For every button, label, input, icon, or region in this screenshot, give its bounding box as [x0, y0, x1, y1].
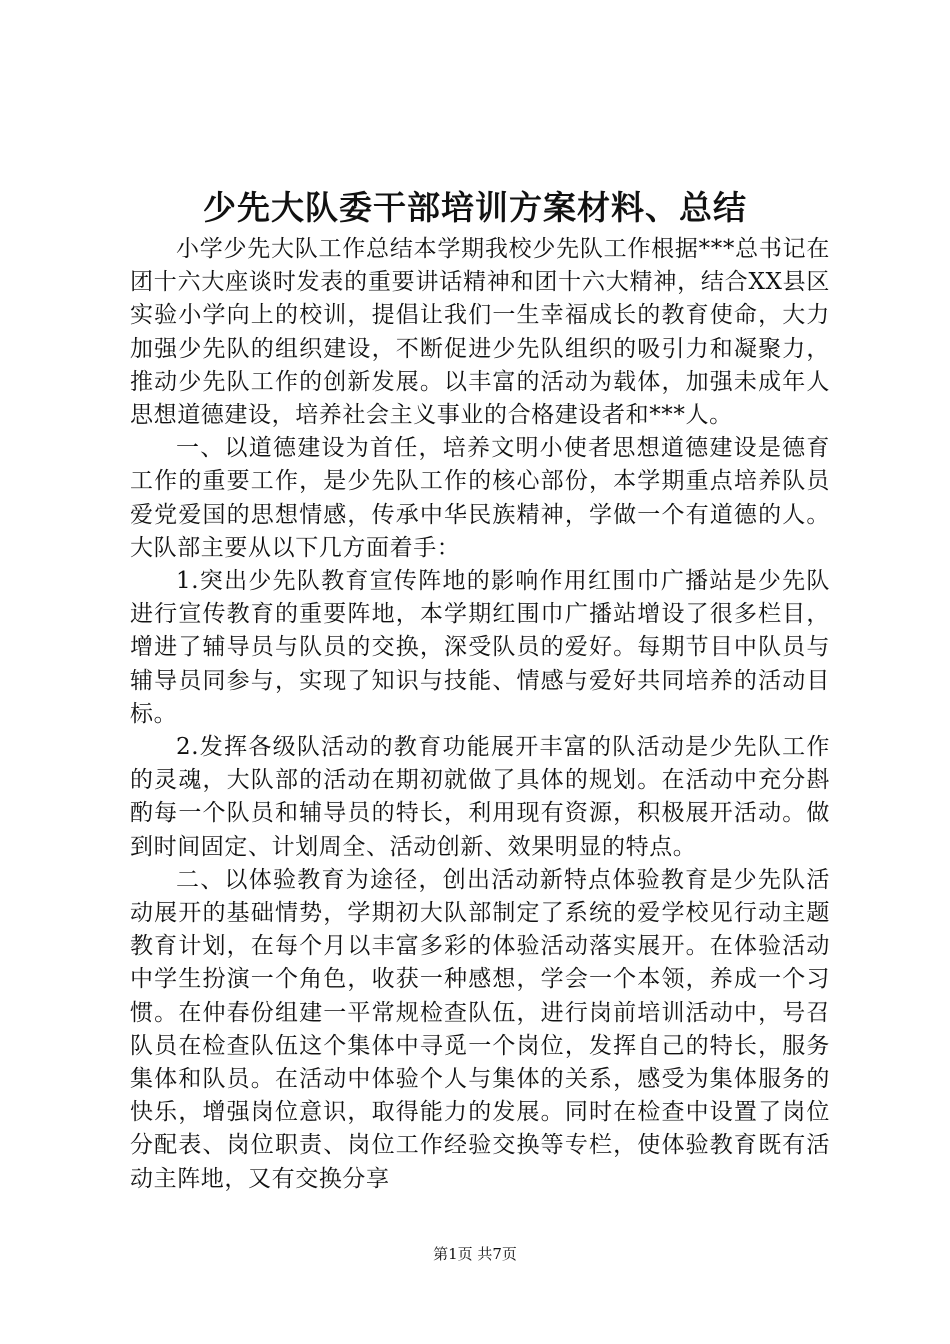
document-body	[130, 233, 830, 1196]
paragraph-item-2: 2.发挥各级队活动的教育功能展开丰富的队活动是少先队工作的灵魂，大队部的活动在期初就做了具体的规划。在活动中充分斟酌每一个队员和辅导员的特长，利用现有资源，积极展开活动。做到时间固定、计划周全、活动创新、效果明显的特点。	[130, 734, 830, 860]
document-title: 少先大队委干部培训方案材料、总结	[203, 188, 747, 227]
page-footer: 第1页 共7页	[433, 1245, 517, 1263]
paragraph-intro: 小学少先大队工作总结本学期我校少先队工作根据***总书记在团十六大座谈时发表的重要讲话精神和团十六大精神，结合XX县区实验小学向上的校训，提倡让我们一生幸福成长的教育使命，大力加强少先队的组织建设，不断促进少先队组织的吸引力和凝聚力，推动少先队工作的创新发展。以丰富的活动为载体，加强未成年人思想道德建设，培养社会主义事业的合格建设者和***人。	[130, 236, 830, 429]
paragraph-section-2: 二、以体验教育为途径，创出活动新特点体验教育是少先队活动展开的基础情势，学期初大队部制定了系统的爱学校见行动主题教育计划，在每个月以丰富多彩的体验活动落实展开。在体验活动中学生扮演一个角色，收获一种感想，学会一个本领，养成一个习惯。在仲春份组建一平常规检查队伍，进行岗前培训活动中，号召队员在检查队伍这个集体中寻觅一个岗位，发挥自己的特长，服务集体和队员。在活动中体验个人与集体的关系，感受为集体服务的快乐，增强岗位意识，取得能力的发展。同时在检查中设置了岗位分配表、岗位职责、岗位工作经验交换等专栏，使体验教育既有活动主阵地，又有交换分享	[130, 866, 830, 1192]
paragraph-section-1: 一、以道德建设为首任，培养文明小使者思想道德建设是德育工作的重要工作，是少先队工作的核心部份，本学期重点培养队员爱党爱国的思想情感，传承中华民族精神，学做一个有道德的人。大队部主要从以下几方面着手：	[130, 435, 830, 561]
paragraph-item-1: 1.突出少先队教育宣传阵地的影响作用红围巾广播站是少先队进行宣传教育的重要阵地，本学期红围巾广播站增设了很多栏目，增进了辅导员与队员的交换，深受队员的爱好。每期节目中队员与辅导员同参与，实现了知识与技能、情感与爱好共同培养的活动目标。	[130, 568, 830, 727]
